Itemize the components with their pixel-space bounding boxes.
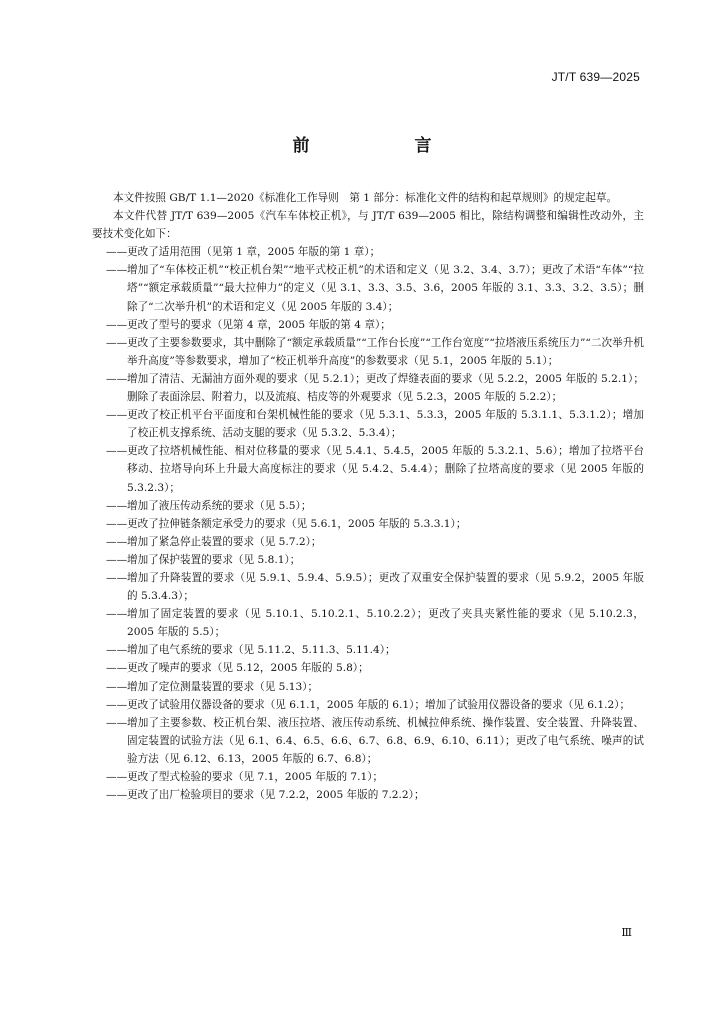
- change-text: 增加了主要参数、校正机台架、液压拉塔、液压传动系统、机械拉伸系统、操作装置、安全装置、升降装置、固定装置的试验方法（见 6.1、6.4、6.5、6.6、6.7、6.8、6.9、6.10、6.11）；更改了电气系统、噪声的试验方法（见 6.12、6.13，2005 年版的 6.7、6.8）；: [127, 716, 644, 765]
- change-item: [92, 786, 644, 804]
- change-text: 更改了校正机平台平面度和台架机械性能的要求（见 5.3.1、5.3.3，2005 年版的 5.3.1.1、5.3.1.2）；增加了校正机支撑系统、活动支腿的要求（见 5.3.2、5.3.4）；: [127, 409, 644, 440]
- change-item: [92, 261, 644, 315]
- change-item: [92, 641, 644, 659]
- change-text: 更改了型式检验的要求（见 7.1，2005 年版的 7.1）；: [127, 771, 384, 783]
- change-text: 增加了固定装置的要求（见 5.10.1、5.10.2.1、5.10.2.2）；更改了夹具夹紧性能的要求（见 5.10.2.3，2005 年版的 5.5）；: [127, 608, 644, 639]
- page-title: 前 言: [292, 136, 476, 156]
- change-item: [92, 334, 644, 370]
- dash-bullet: ——: [106, 644, 128, 657]
- change-text: 增加了保护装置的要求（见 5.8.1）；: [127, 553, 301, 566]
- change-text: 增加了液压传动系统的要求（见 5.5）；: [127, 499, 312, 512]
- change-item: [92, 515, 644, 533]
- change-text: 增加了紧急停止装置的要求（见 5.7.2）；: [127, 535, 322, 548]
- page-number: Ⅲ: [621, 926, 632, 939]
- change-text: 更改了试验用仪器设备的要求（见 6.1.1，2005 年版的 6.1）；增加了试验用仪器设备的要求（见 6.1.2）；: [127, 698, 631, 711]
- change-item: [92, 497, 644, 515]
- change-text: 增加了升降装置的要求（见 5.9.1、5.9.4、5.9.5）；更改了双重安全保护装置的要求（见 5.9.2，2005 年版的 5.3.4.3）；: [127, 571, 644, 603]
- change-text: 更改了适用范围（见第 1 章，2005 年版的第 1 章）；: [127, 246, 381, 259]
- dash-bullet: ——: [106, 698, 128, 711]
- change-item: [92, 533, 644, 551]
- change-text: 增加了定位测量装置的要求（见 5.13）；: [127, 680, 319, 693]
- dash-bullet: ——: [106, 680, 128, 693]
- change-item: [92, 605, 644, 641]
- dash-bullet: ——: [106, 409, 128, 422]
- dash-bullet: ——: [106, 553, 128, 566]
- change-text: 更改了拉塔机械性能、相对位移量的要求（见 5.4.1、5.4.5，2005 年版的 5.3.2.1、5.6）；增加了拉塔平台移动、拉塔导向环上升最大高度标注的要求（见 5.4.2、5.4.4）；删除了拉塔高度的要求（见 2005 年版的 5.3.2.3）；: [127, 445, 644, 494]
- dash-bullet: ——: [106, 789, 128, 802]
- change-text: 更改了噪声的要求（见 5.12，2005 年版的 5.8）；: [127, 662, 369, 675]
- dash-bullet: ——: [106, 246, 128, 259]
- dash-bullet: ——: [106, 771, 128, 783]
- change-item: [92, 659, 644, 677]
- dash-bullet: ——: [106, 662, 128, 675]
- dash-bullet: ——: [106, 517, 128, 530]
- change-item: [92, 406, 644, 442]
- dash-bullet: ——: [106, 264, 128, 277]
- change-item: [92, 678, 644, 696]
- change-text: 增加了清洁、无漏油方面外观的要求（见 5.2.1）；更改了焊缝表面的要求（见 5.2.2，2005 年版的 5.2.1）；删除了表面涂层、附着力，以及流痕、桔皮等的外观要求（见 5.2.3，2005 年版的 5.2.2）；: [127, 372, 644, 404]
- change-item: [92, 370, 644, 406]
- document-body: [92, 189, 644, 804]
- change-item: [92, 768, 644, 786]
- change-item: [92, 243, 644, 261]
- paragraph: 本文件按照 GB/T 1.1—2020《标准化工作导则 第 1 部分：标准化文件的结构和起草规则》的规定起草。: [113, 192, 618, 204]
- change-text: 更改了出厂检验项目的要求（见 7.2.2，2005 年版的 7.2.2）；: [127, 789, 425, 802]
- document-code: JT/T 639—2025: [551, 70, 640, 84]
- change-text: 增加了电气系统的要求（见 5.11.2、5.11.3、5.11.4）；: [127, 644, 396, 657]
- dash-bullet: ——: [106, 499, 128, 512]
- change-item: [92, 569, 644, 605]
- change-text: 更改了主要参数要求，其中删除了“额定承载质量”“工作台长度”“工作台宽度”“拉塔液压系统压力”“二次举升机举升高度”等参数要求，增加了“校正机举升高度”的参数要求（见 5.1，2005 年版的 5.1）；: [127, 336, 644, 367]
- dash-bullet: ——: [106, 608, 128, 621]
- change-item: [92, 442, 644, 496]
- dash-bullet: ——: [106, 372, 128, 385]
- dash-bullet: ——: [106, 445, 128, 458]
- change-text: 增加了“车体校正机”“校正机台架”“地平式校正机”的术语和定义（见 3.2、3.4、3.7）；更改了术语“车体”“拉塔”“额定承载质量”“最大拉伸力”的定义（见 3.1、3.3、3.5、3.6，2005 年版的 3.1、3.3、3.2、3.5）；删除了“二次举升机”的术语和定义（见 2005 年版的 3.4）；: [127, 264, 644, 313]
- change-item: [92, 696, 644, 714]
- dash-bullet: ——: [106, 571, 128, 584]
- change-item: [92, 714, 644, 768]
- change-item: [92, 551, 644, 569]
- dash-bullet: ——: [106, 318, 128, 331]
- change-text: 更改了拉伸链条额定承受力的要求（见 5.6.1，2005 年版的 5.3.3.1）；: [127, 517, 467, 530]
- change-item: [92, 316, 644, 334]
- dash-bullet: ——: [106, 336, 128, 349]
- paragraph: 本文件代替 JT/T 639—2005《汽车车体校正机》，与 JT/T 639—2005 相比，除结构调整和编辑性改动外，主要技术变化如下：: [92, 210, 644, 241]
- dash-bullet: ——: [106, 716, 128, 729]
- change-text: 更改了型号的要求（见第 4 章，2005 年版的第 4 章）；: [127, 318, 391, 331]
- dash-bullet: ——: [106, 535, 128, 548]
